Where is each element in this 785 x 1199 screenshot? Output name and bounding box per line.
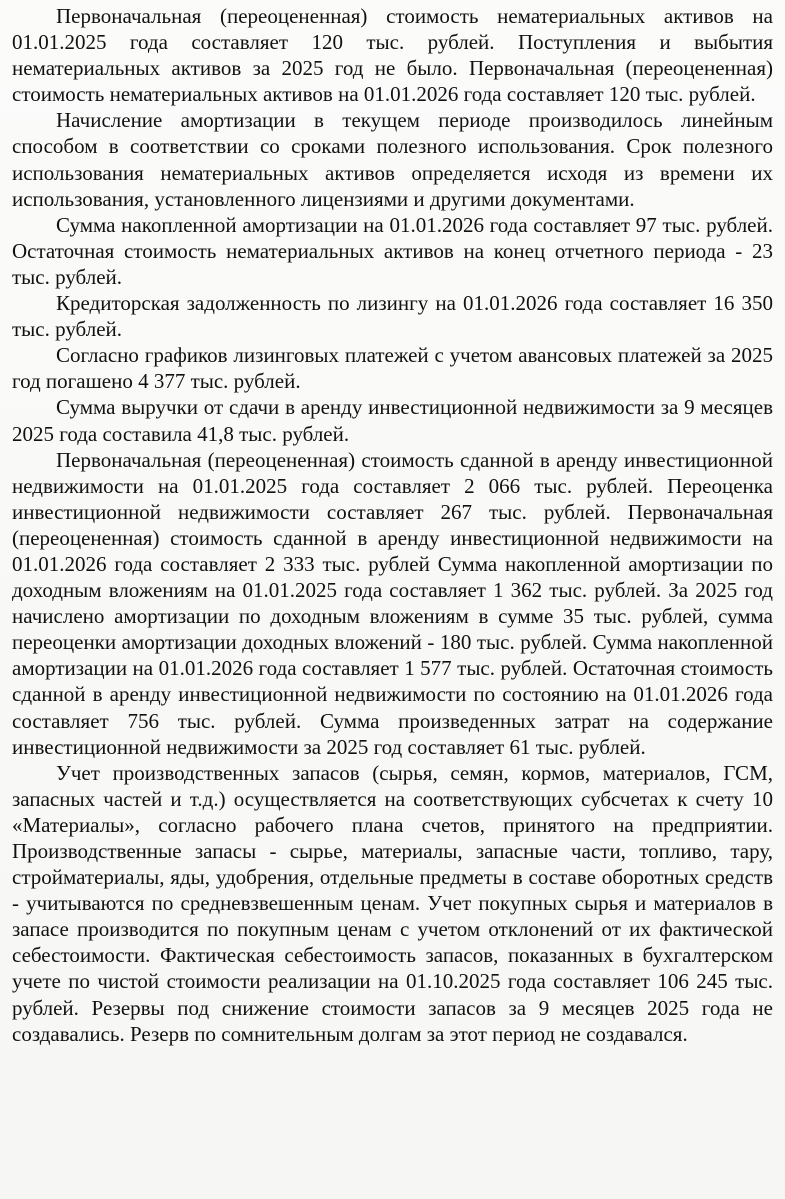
paragraph-amortization-method: Начисление амортизации в текущем периоде производилось линейным способом в соответствии со сроками полезного использования. Срок полезного использования нематериальных активов определяется исходя из времени их использования, установленного лицензиями и другими документами. (12, 108, 773, 211)
paragraph-inventory-accounting: Учет производственных запасов (сырья, семян, кормов, материалов, ГСМ, запасных частей и т.д.) осуществляется на соответствующих субсчетах к счету 10 «Материалы», согласно рабочего плана счетов, принятого на предприятии. Производственные запасы - сырье, материалы, запасные части, топливо, тару, стройматериалы, яды, удобрения, отдельные предметы в составе оборотных средств - учитываются по средневзвешенным ценам. Учет покупных сырья и материалов в запасе производится по покупным ценам с учетом отклонений от их фактической себестоимости. Фактическая себестоимость запасов, показанных в бухгалтерском учете по чистой стоимости реализации на 01.10.2025 года составляет 106 245 тыс. рублей. Резервы под снижение стоимости запасов за 9 месяцев 2025 года не создавались. Резерв по сомнительным долгам за этот период не создавался. (12, 760, 773, 1046)
paragraph-leasing-payments: Согласно графиков лизинговых платежей с учетом авансовых платежей за 2025 год погашено 4 377 тыс. рублей. (12, 343, 773, 394)
paragraph-leasing-payables: Кредиторская задолженность по лизингу на 01.01.2026 года составляет 16 350 тыс. рублей. (12, 291, 773, 342)
paragraph-rental-revenue: Сумма выручки от сдачи в аренду инвестиционной недвижимости за 9 месяцев 2025 года составила 41,8 тыс. рублей. (12, 395, 773, 446)
paragraph-accumulated-amortization: Сумма накопленной амортизации на 01.01.2026 года составляет 97 тыс. рублей. Остаточная стоимость нематериальных активов на конец отчетного периода - 23 тыс. рублей. (12, 212, 773, 289)
paragraph-investment-property: Первоначальная (переоцененная) стоимость сданной в аренду инвестиционной недвижимости на 01.01.2025 года составляет 2 066 тыс. рублей. Переоценка инвестиционной недвижимости составляет 267 тыс. рублей. Первоначальная (переоцененная) стоимость сданной в аренду инвестиционной недвижимости на 01.01.2026 года составляет 2 333 тыс. рублей Сумма накопленной амортизации по доходным вложениям на 01.01.2025 года составляет 1 362 тыс. рублей. За 2025 год начислено амортизации по доходным вложениям в сумме 35 тыс. рублей, сумма переоценки амортизации доходных вложений - 180 тыс. рублей. Сумма накопленной амортизации на 01.01.2026 года составляет 1 577 тыс. рублей. Остаточная стоимость сданной в аренду инвестиционной недвижимости по состоянию на 01.01.2026 года составляет 756 тыс. рублей. Сумма произведенных затрат на содержание инвестиционной недвижимости за 2025 год составляет 61 тыс. рублей. (12, 447, 773, 759)
document-body (12, 3, 773, 1047)
paragraph-intangible-assets-cost: Первоначальная (переоцененная) стоимость нематериальных активов на 01.01.2025 года составляет 120 тыс. рублей. Поступления и выбытия нематериальных активов за 2025 год не было. Первоначальная (переоцененная) стоимость нематериальных активов на 01.01.2026 года составляет 120 тыс. рублей. (12, 4, 773, 107)
